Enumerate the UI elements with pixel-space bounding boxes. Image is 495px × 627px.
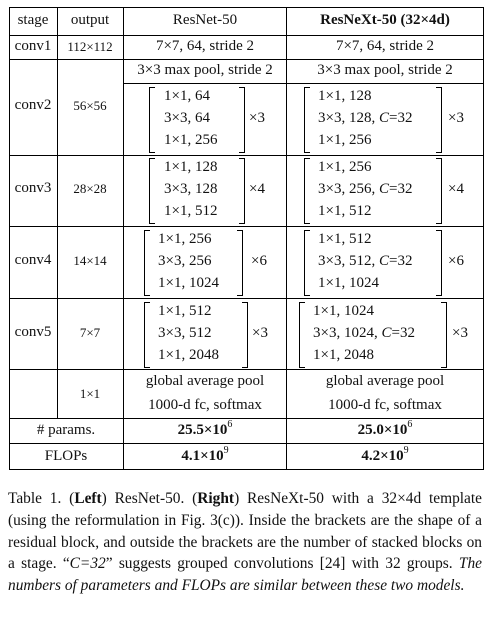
params-label: # params. — [36, 422, 96, 438]
pool-resnet: 3×3 max pool, stride 2 — [137, 62, 273, 78]
conv2-resnet-mult: ×3 — [249, 110, 265, 126]
conv2-resnext-line3: 1×1, 256 — [318, 132, 372, 148]
conv4-resnet-line2: 3×3, 256 — [158, 253, 212, 269]
conv2-resnext-line2: 3×3, 128, C=32 — [318, 110, 413, 126]
rule-left — [9, 7, 10, 470]
rule-conv2 — [9, 155, 484, 156]
rule-conv1 — [9, 59, 484, 60]
rule-conv5 — [9, 369, 484, 370]
conv3-resnet-line3: 1×1, 512 — [164, 203, 218, 219]
flops-resnet-value: $4.1\times 10^9$ — [181, 445, 229, 464]
flops-label: FLOPs — [44, 448, 88, 464]
params-resnext-value: $25.0\times 10^6$ — [357, 419, 413, 438]
conv5-resnet-bracket-right — [242, 302, 248, 368]
conv4-resnet-line1: 1×1, 256 — [158, 231, 212, 247]
conv1-resnext: 7×7, 64, stride 2 — [335, 38, 435, 54]
conv1-output: 112×112 — [67, 39, 113, 54]
conv3-resnext-line1: 1×1, 256 — [318, 159, 372, 175]
conv3-resnet-bracket-right — [239, 158, 245, 224]
rule-resnet-resnext — [286, 7, 287, 470]
head-resnet-line1: global average pool — [145, 373, 265, 389]
conv4-resnext-line1: 1×1, 512 — [318, 231, 372, 247]
conv2-resnet-line2: 3×3, 64 — [164, 110, 210, 126]
conv4-stage: conv4 — [14, 252, 52, 268]
header-resnext: ResNeXt-50 (32×4d) — [320, 12, 450, 28]
conv4-resnext-mult: ×6 — [448, 253, 464, 269]
conv2-resnext-line1: 1×1, 128 — [318, 88, 372, 104]
rule-bottom — [9, 469, 484, 470]
rule-params — [9, 443, 484, 444]
conv5-resnet-line3: 1×1, 2048 — [158, 347, 219, 363]
head-output: 1×1 — [79, 386, 101, 401]
conv4-resnet-line3: 1×1, 1024 — [158, 275, 219, 291]
conv4-resnet-mult: ×6 — [251, 253, 267, 269]
rule-conv4 — [9, 298, 484, 299]
conv2-resnext-bracket-left — [304, 87, 310, 153]
rule-head — [9, 418, 484, 419]
conv3-resnext-mult: ×4 — [448, 181, 464, 197]
conv2-resnet-bracket-left — [149, 87, 155, 153]
header-output: output — [70, 12, 110, 28]
rule-conv3 — [9, 226, 484, 227]
conv5-resnext-mult: ×3 — [452, 325, 468, 341]
conv4-resnet-bracket-left — [144, 230, 150, 296]
conv2-output: 56×56 — [73, 98, 107, 113]
conv5-resnet-line2: 3×3, 512 — [158, 325, 212, 341]
conv5-resnext-bracket-left — [299, 302, 305, 368]
header-resnet: ResNet-50 — [172, 12, 238, 28]
table-caption: Table 1. (Left) ResNet-50. (Right) ResNeXt-50 with a 32×4d template (using the reformulation in Fig. 3(c)). Inside the brackets are the shape of a residual block, and outside the brackets are the number of stacked blocks on a stage. “C=32” suggests grouped convolutions [24] with 32 groups. The numbers of parameters and FLOPs are similar between these two models. — [8, 490, 482, 595]
conv5-stage: conv5 — [14, 324, 52, 340]
rule-right — [483, 7, 484, 470]
conv3-stage: conv3 — [14, 180, 52, 196]
conv4-resnext-line3: 1×1, 1024 — [318, 275, 379, 291]
head-resnet-line2: 1000-d fc, softmax — [148, 397, 262, 413]
conv5-resnext-bracket-right — [441, 302, 447, 368]
conv5-resnet-mult: ×3 — [252, 325, 268, 341]
rule-top — [9, 7, 484, 8]
conv5-resnext-line2: 3×3, 1024, C=32 — [313, 325, 415, 341]
conv5-resnet-line1: 1×1, 512 — [158, 303, 212, 319]
conv1-resnet: 7×7, 64, stride 2 — [155, 38, 255, 54]
rule-pool — [123, 83, 484, 84]
params-resnet-value: $25.5\times 10^6$ — [177, 419, 233, 438]
conv2-resnet-bracket-right — [239, 87, 245, 153]
conv4-resnext-line2: 3×3, 512, C=32 — [318, 253, 413, 269]
rule-header — [9, 35, 484, 36]
head-resnext-line1: global average pool — [325, 373, 445, 389]
conv5-resnext-line1: 1×1, 1024 — [313, 303, 374, 319]
conv3-resnet-line2: 3×3, 128 — [164, 181, 218, 197]
rule-stage-output — [57, 7, 58, 419]
conv2-resnext-bracket-right — [436, 87, 442, 153]
conv4-resnext-bracket-left — [304, 230, 310, 296]
conv3-resnet-mult: ×4 — [249, 181, 265, 197]
conv3-resnext-bracket-left — [304, 158, 310, 224]
rule-output-resnet — [123, 7, 124, 470]
conv1-stage: conv1 — [14, 38, 52, 54]
pool-resnext: 3×3 max pool, stride 2 — [317, 62, 453, 78]
conv4-resnext-bracket-right — [436, 230, 442, 296]
conv5-resnet-bracket-left — [144, 302, 150, 368]
conv2-resnet-line3: 1×1, 256 — [164, 132, 218, 148]
conv3-output: 28×28 — [73, 181, 107, 196]
conv2-resnext-mult: ×3 — [448, 110, 464, 126]
conv4-resnet-bracket-right — [237, 230, 243, 296]
head-resnext-line2: 1000-d fc, softmax — [328, 397, 442, 413]
conv3-resnext-line2: 3×3, 256, C=32 — [318, 181, 413, 197]
conv3-resnet-bracket-left — [149, 158, 155, 224]
conv5-resnext-line3: 1×1, 2048 — [313, 347, 374, 363]
conv4-output: 14×14 — [73, 253, 107, 268]
conv3-resnet-line1: 1×1, 128 — [164, 159, 218, 175]
conv2-stage: conv2 — [14, 97, 52, 113]
conv3-resnext-bracket-right — [436, 158, 442, 224]
conv3-resnext-line3: 1×1, 512 — [318, 203, 372, 219]
conv5-output: 7×7 — [79, 325, 101, 340]
header-stage: stage — [17, 12, 49, 28]
flops-resnext-value: $4.2\times 10^9$ — [361, 445, 409, 464]
conv2-resnet-line1: 1×1, 64 — [164, 88, 210, 104]
